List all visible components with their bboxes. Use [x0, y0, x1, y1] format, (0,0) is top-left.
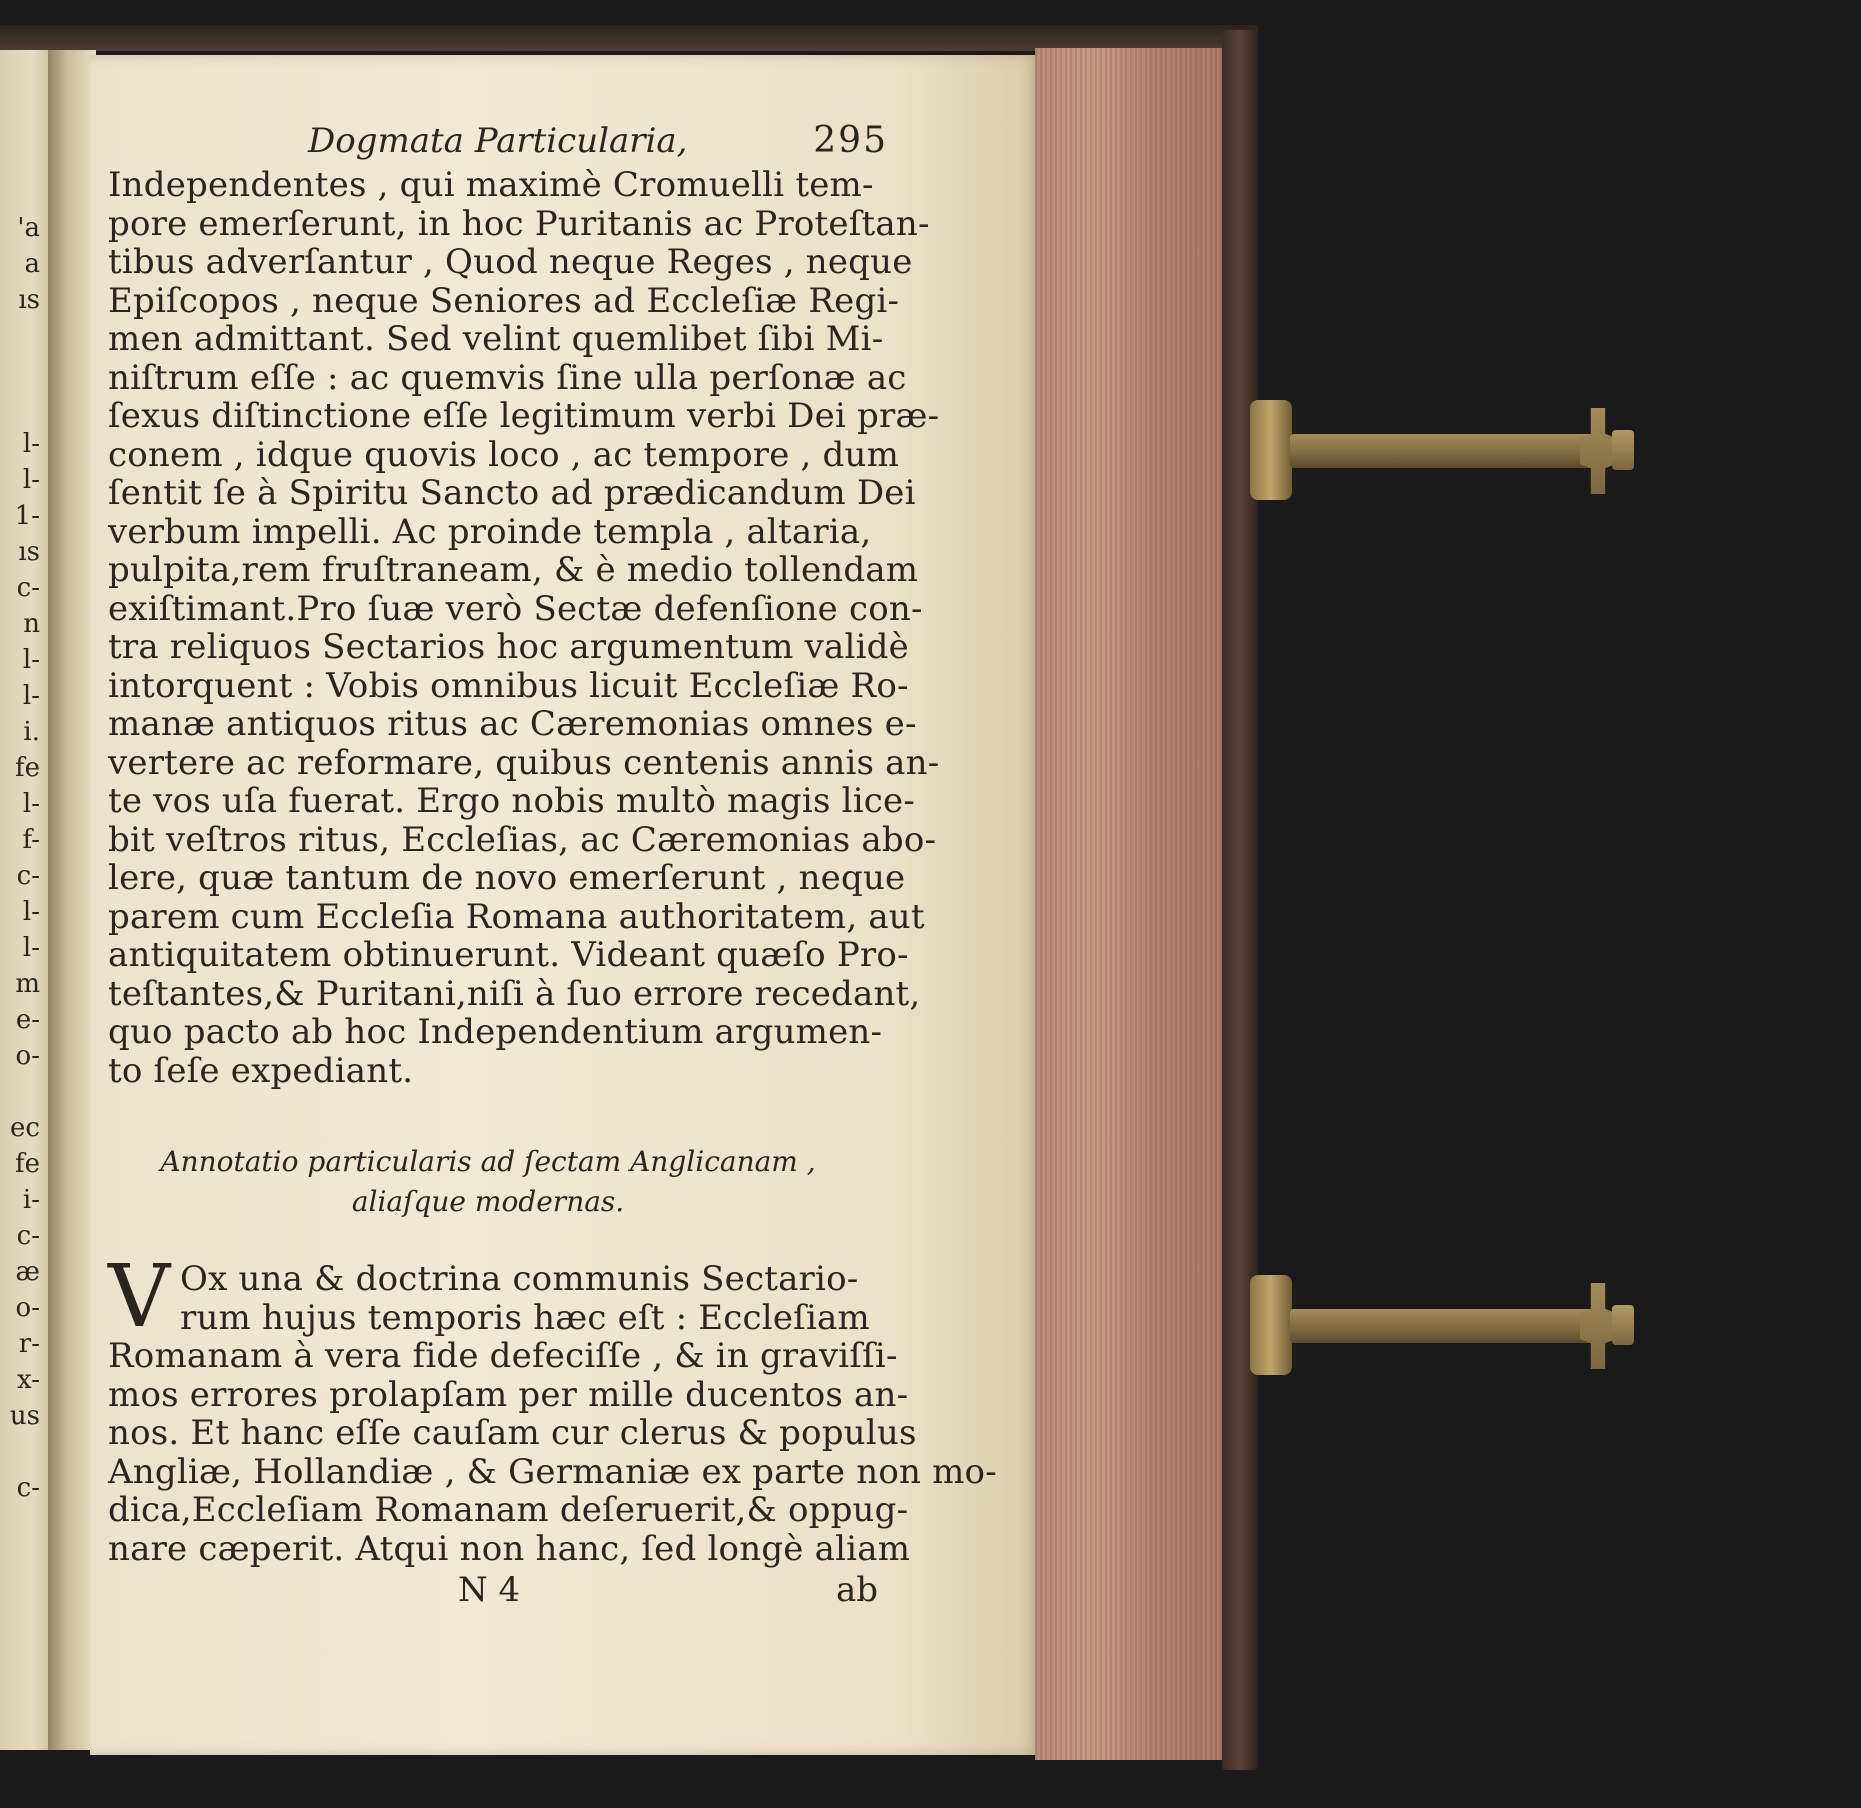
text-line: mos errores prolapſam per mille ducentos an- — [108, 1374, 909, 1415]
previous-page-fragment: l- — [22, 897, 40, 927]
previous-page-fragment — [0, 318, 40, 354]
section-paragraph — [108, 1247, 997, 1569]
text-line: ſentit ſe à Spiritu Sancto ad prædicandum Dei — [108, 473, 916, 513]
previous-page-fragment — [0, 354, 40, 390]
text-line: Romanam à vera fide defeciſſe , & in graviſſi- — [108, 1336, 898, 1376]
text-line: intorquent : Vobis omnibus licuit Eccleſiæ Ro- — [108, 665, 909, 706]
previous-page-fragment: c- — [16, 1473, 40, 1503]
page-text — [108, 120, 997, 1610]
previous-page-fragment: c- — [16, 573, 40, 603]
text-line: verbum impelli. Ac proinde templa , altaria, — [108, 511, 872, 552]
text-line: nare cæperit. Atqui non hanc, ſed longè aliam — [108, 1528, 911, 1569]
text-line: tra reliquos Sectarios hoc argumentum validè — [108, 627, 909, 667]
previous-page-fragment: us — [9, 1401, 40, 1431]
previous-page-fragment — [0, 1434, 40, 1470]
previous-page-fragment: f- — [22, 825, 40, 855]
page-footer — [108, 1570, 878, 1610]
clasp-hinge — [1250, 1275, 1292, 1375]
clasp-tip — [1612, 430, 1634, 470]
text-line: niſtrum eſſe : ac quemvis ſine ulla perſonæ ac — [108, 357, 907, 398]
text-line: lere, quæ tantum de novo emerſerunt , neque — [108, 858, 906, 898]
previous-page-fragment: o- — [15, 1293, 40, 1323]
previous-page-fragment: e- — [15, 1005, 40, 1035]
previous-page-fragment: fe — [14, 753, 40, 783]
book-gutter — [48, 50, 96, 1750]
clasp-fleur — [1580, 1283, 1616, 1369]
catchword: ab — [835, 1570, 878, 1610]
previous-page-fragment: l- — [22, 429, 40, 459]
previous-page-fragment: l- — [22, 789, 40, 819]
page-number: 295 — [813, 120, 888, 161]
previous-page-fragment: c- — [16, 861, 40, 891]
previous-page-fragment: i- — [22, 1185, 40, 1215]
section-heading-line: aliaſque modernas. — [351, 1185, 625, 1218]
previous-page-fragment: ec — [10, 1113, 40, 1143]
previous-page-fragment: æ — [15, 1257, 40, 1287]
text-line: teſtantes,& Puritani,niſi à ſuo errore recedant, — [108, 973, 921, 1014]
text-line: Angliæ, Hollandiæ , & Germaniæ ex parte non mo- — [108, 1451, 997, 1492]
previous-page-fragment: n — [23, 609, 40, 639]
clasp-fleur — [1580, 408, 1616, 494]
page-295 — [90, 55, 1038, 1755]
drop-cap: V — [108, 1247, 171, 1347]
clasp-hinge — [1250, 400, 1292, 500]
section-heading-line: Annotatio particularis ad ſectam Anglicanam , — [160, 1145, 816, 1178]
running-head-title: Dogmata Particularia, — [308, 121, 688, 161]
previous-page-fragment: 'a — [17, 213, 40, 243]
text-line: vertere ac reformare, quibus centenis annis an- — [108, 742, 940, 783]
previous-page-fragment: 1- — [14, 501, 40, 531]
text-line: manæ antiquos ritus ac Cæremonias omnes e- — [108, 704, 917, 744]
fore-edge — [1035, 48, 1225, 1760]
clasp-strap — [1290, 1309, 1600, 1343]
back-cover-board — [1222, 30, 1258, 1770]
previous-page-fragment: r- — [18, 1329, 40, 1359]
text-line: tibus adverſantur , Quod neque Reges , neque — [108, 242, 913, 282]
section-heading — [108, 1142, 868, 1222]
text-line: te vos uſa fuerat. Ergo nobis multò magis lice- — [108, 781, 916, 821]
text-line: exiſtimant.Pro ſuæ verò Sectæ defenſione con- — [108, 588, 923, 629]
clasp-strap — [1290, 434, 1600, 468]
signature-mark: N 4 — [458, 1570, 521, 1610]
running-head — [108, 120, 888, 166]
text-line: conem , idque quovis loco , ac tempore , dum — [108, 434, 900, 475]
previous-page-fragment: fe — [14, 1149, 40, 1179]
text-line: dica,Eccleſiam Romanam deſeruerit,& oppug- — [108, 1490, 909, 1530]
previous-page-fragment: l- — [22, 465, 40, 495]
previous-page-fragment: m — [15, 969, 40, 999]
previous-page-fragment: a — [24, 249, 40, 279]
text-line: parem cum Eccleſia Romana authoritatem, aut — [108, 896, 925, 937]
previous-page-fragment: x- — [17, 1365, 40, 1395]
text-line: Independentes , qui maximè Cromuelli tem- — [108, 165, 874, 205]
previous-page-fragment — [0, 390, 40, 426]
previous-page-fragment: c- — [16, 1221, 40, 1251]
text-line: pore emerſerunt, in hoc Puritanis ac Proteſtan- — [108, 203, 930, 244]
main-paragraph — [108, 165, 940, 1091]
previous-page — [0, 50, 55, 1750]
text-line: nos. Et hanc eſſe cauſam cur clerus & populus — [108, 1413, 917, 1453]
text-line: bit veſtros ritus, Eccleſias, ac Cæremonias abo- — [108, 819, 937, 860]
previous-page-fragment: l- — [22, 933, 40, 963]
previous-page-fragment: o- — [15, 1041, 40, 1071]
text-line: pulpita,rem fruſtraneam, & è medio tollendam — [108, 550, 919, 590]
text-line: men admittant. Sed velint quemlibet ſibi Mi- — [108, 319, 884, 359]
text-line: antiquitatem obtinuerunt. Videant quæſo Pro- — [108, 935, 909, 975]
previous-page-fragment: ıs — [18, 537, 40, 567]
previous-page-fragment: ıs — [18, 285, 40, 315]
previous-page-line-endings — [0, 210, 40, 1506]
text-line: Ox una & doctrina communis Sectario- — [180, 1259, 859, 1299]
text-line: ſexus diſtinctione eſſe legitimum verbi Dei præ- — [108, 396, 940, 436]
previous-page-fragment: l- — [22, 645, 40, 675]
previous-page-fragment — [0, 1074, 40, 1110]
text-line: Epiſcopos , neque Seniores ad Eccleſiæ Regi- — [108, 280, 900, 321]
text-line: rum hujus temporis hæc eſt : Eccleſiam — [180, 1297, 870, 1338]
previous-page-fragment: l- — [22, 681, 40, 711]
text-line: quo pacto ab hoc Independentium argumen- — [108, 1012, 883, 1052]
clasp-tip — [1612, 1305, 1634, 1345]
previous-page-fragment: i. — [23, 717, 40, 747]
text-line: to ſeſe expediant. — [108, 1050, 414, 1091]
